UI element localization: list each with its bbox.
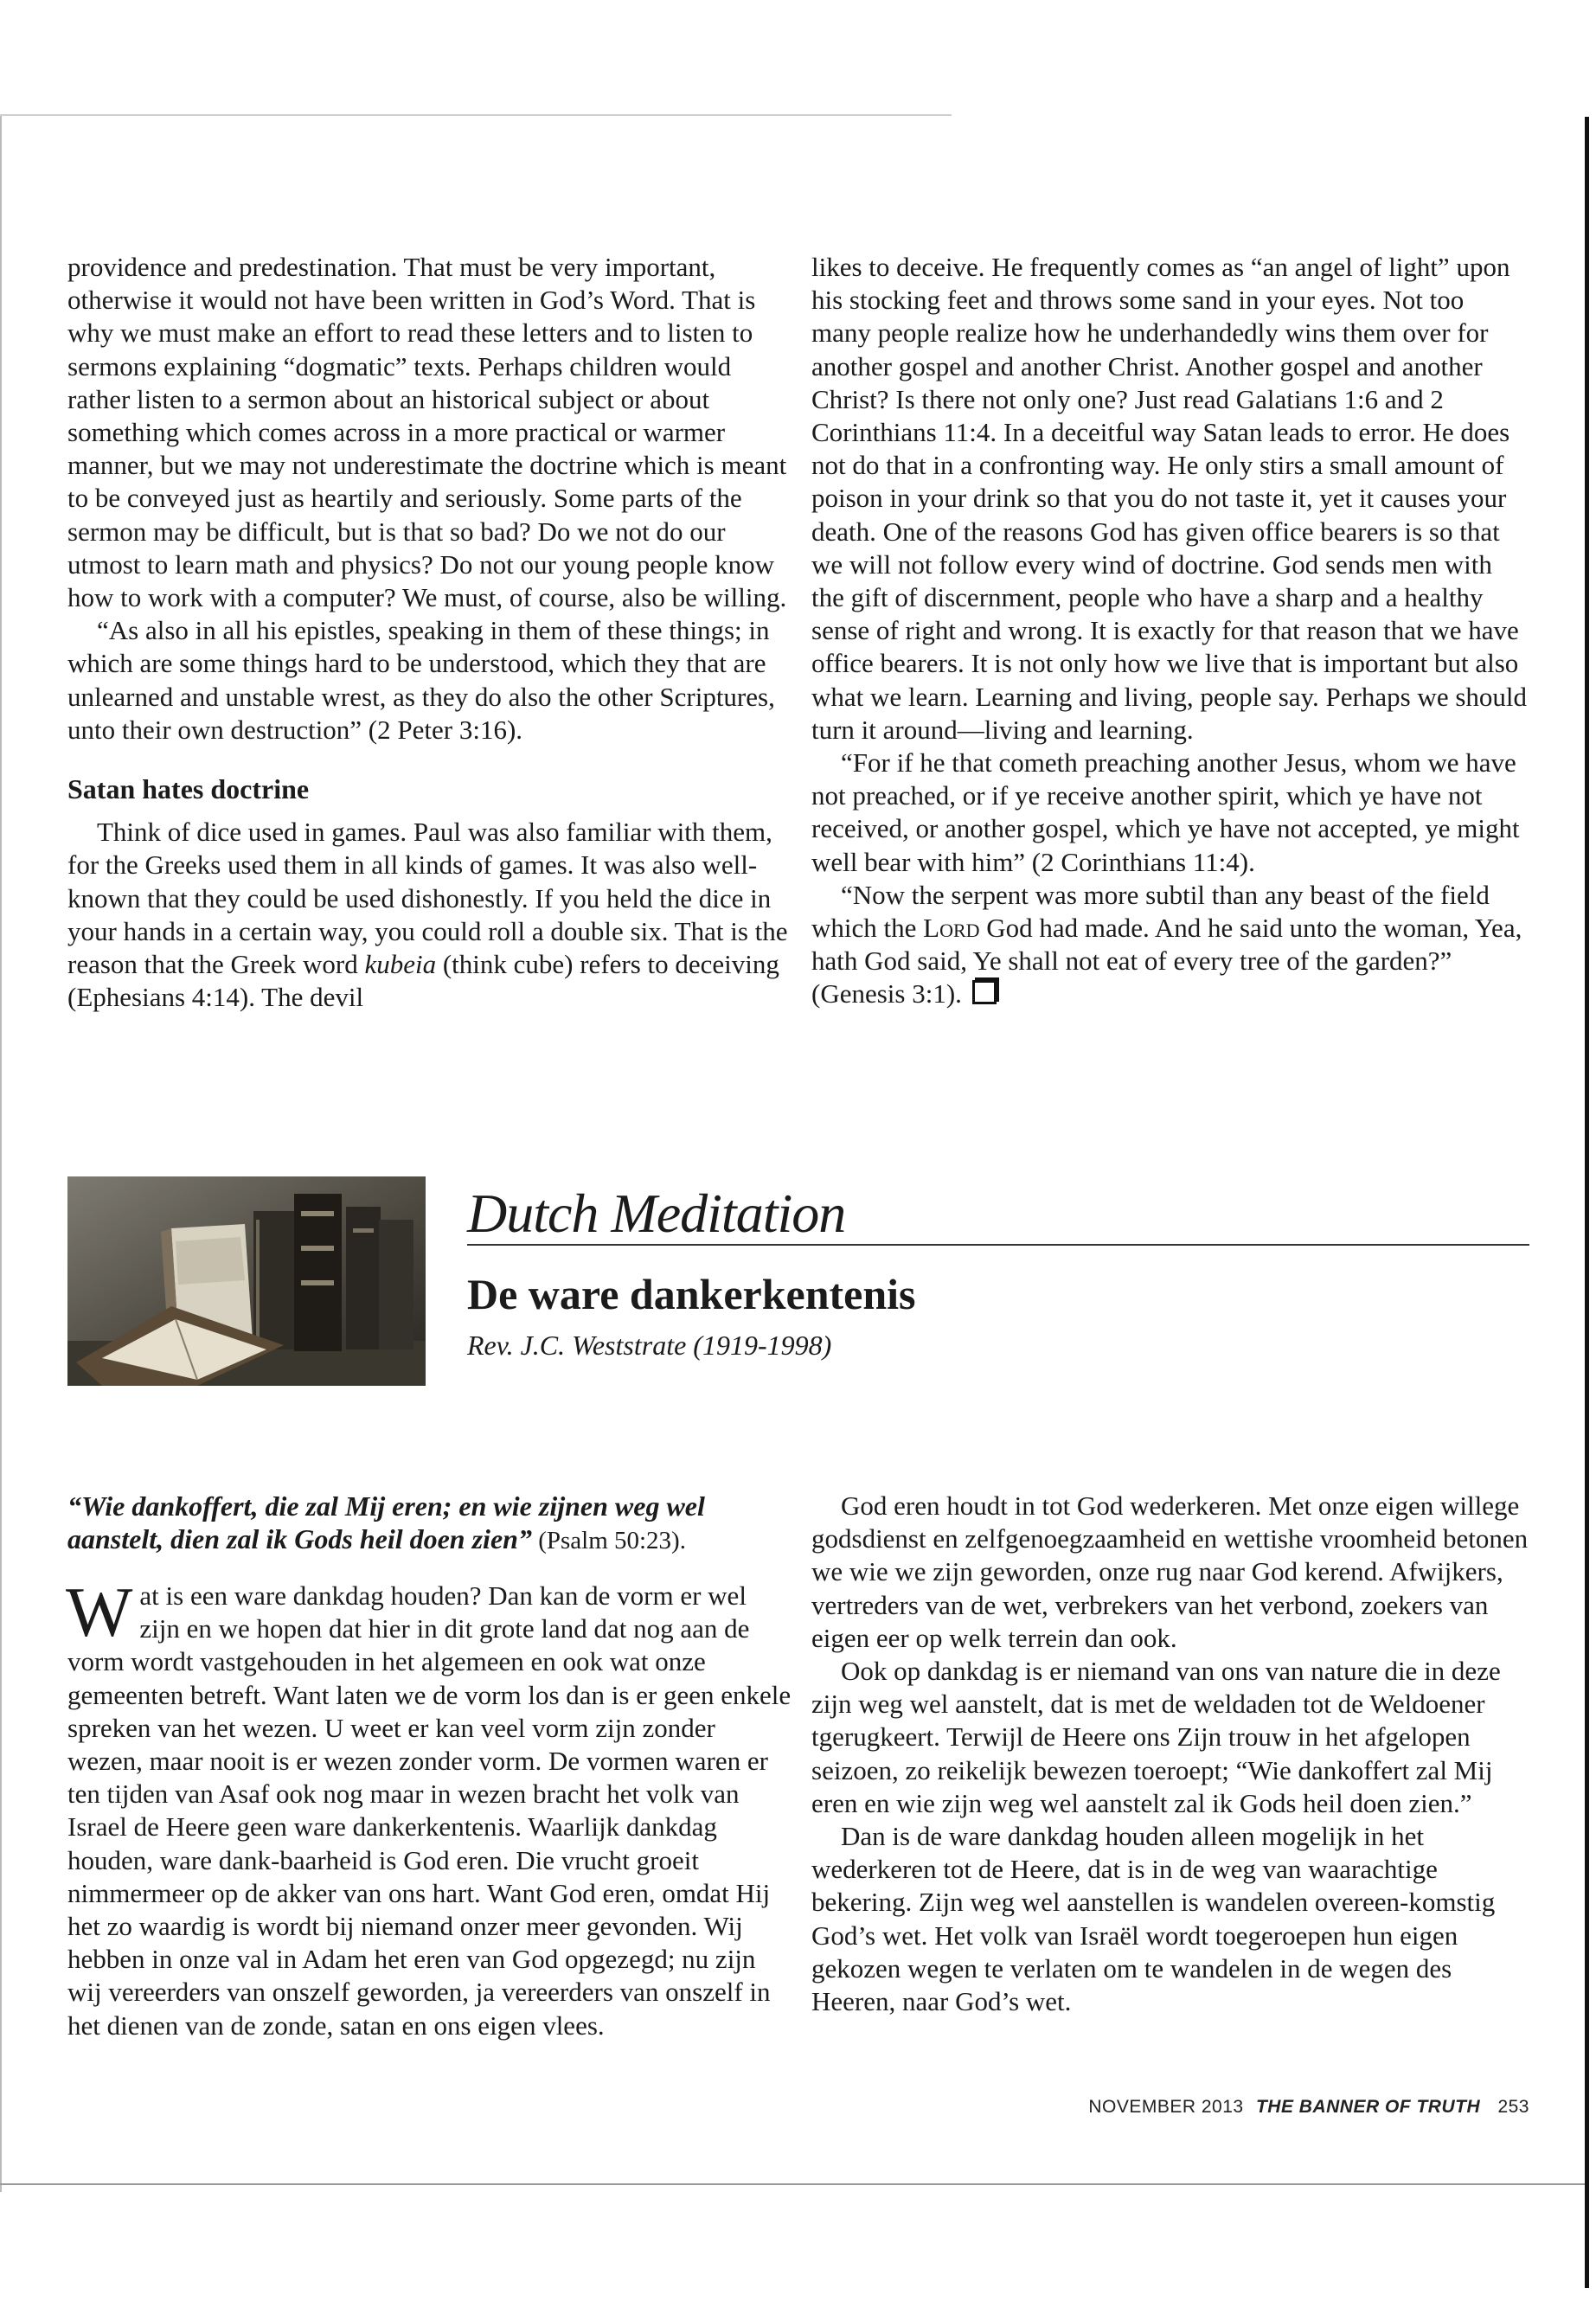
paragraph: “As also in all his epistles, speaking in them of these things; in which are some things hard to be understood, which they that are unlearned and unstable wrest, as they do also the other Scriptures, unto their own destruction” (2 Peter 3:16). xyxy=(67,615,775,745)
article-title: De ware dankerkentenis xyxy=(467,1270,916,1318)
paragraph xyxy=(66,1573,792,2042)
page-footer xyxy=(1088,2097,1529,2118)
subheading: Satan hates doctrine xyxy=(67,773,310,805)
article-column-top-right xyxy=(811,251,1529,1011)
paragraph xyxy=(811,879,1529,1011)
drop-cap: W xyxy=(66,1573,133,1651)
paragraph: Ook op dankdag is er niemand van ons van nature die in deze zijn weg wel aanstelt, dat is met de weldaden tot de Weldoener tgerugkeert. Terwijl de Heere ons Zijn trouw in het afgelopen seizoen, zo reikelijk bewezen toeroept; “Wie dankoffert zal Mij eren en wie zijn weg wel aanstelt zal ik Gods heil doen zien.” xyxy=(811,1656,1501,1818)
article-column-bottom-left xyxy=(67,1490,792,2042)
quote-text: “Wie dankoffert, die zal Mij eren; en wie zijnen weg wel aanstelt, dien zal ik Gods heil doen zien” xyxy=(67,1490,705,1554)
text-run: Think of dice used in games. Paul was also familiar with them, for the Greeks used them in all kinds of games. It was also well-known that they could be used dishonestly. If you held the dice in your hands in a certain way, you could roll a double six. That is the reason that the Greek word xyxy=(67,817,788,980)
greek-word: kubeia xyxy=(364,949,437,980)
footer-date: NOVEMBER 2013 xyxy=(1088,2097,1244,2117)
lord-smallcaps: Lord xyxy=(923,913,980,944)
paragraph: “For if he that cometh preaching another Jesus, whom we have not preached, or if ye receive another spirit, which ye have not received, or another gospel, which ye have not accepted, ye might well bear with him” (2 Corinthians 11:4). xyxy=(811,747,1520,877)
paragraph: God eren houdt in tot God wederkeren. Met onze eigen willege godsdienst en zelfgenoegzaamheid en wettishe vroomheid betonen we wie we zijn geworden, onze rug naar God kerend. Afwijkers, vertreders van de wet, verbrekers van het verbond, zoekers van eigen eer op welk terrein dan ook. xyxy=(811,1490,1529,1653)
text-run: at is een ware dankdag houden? Dan kan de vorm er wel zijn en we hopen dat hier in dit grote land dat nog aan de vorm wordt vastgehouden in het algemeen en ook wat onze gemeenten betreft. Want laten we de vorm los dan is er geen enkele spreken van het wezen. U weet er kan veel vorm zijn zonder wezen, maar nooit is er wezen zonder vorm. De vormen waren er ten tijden van Asaf ook nog maar in wezen bracht het volk van Israel de Heere geen ware dankerkentenis. Waarlijk dankdag houden, ware dank-baarheid is God eren. Die vrucht groeit nimmermeer op de akker van ons hart. Want God eren, omdat Hij het zo waardig is wordt bij niemand onzer meer gevonden. Wij hebben in onze val in Adam het eren van God opgezegd; nu zijn wij vereerders van onszelf geworden, ja vereerders van onszelf in het dienen van de zonde, satan en ons eigen vlees. xyxy=(67,1580,792,2041)
article-column-top-left xyxy=(67,251,792,1014)
paragraph: Dan is de ware dankdag houden alleen mogelijk in het wederkeren tot de Heere, dat is in de weg van waarachtige bekering. Zijn weg wel aanstellen is wandelen overeen-komstig God’s wet. Het volk van Israël wordt toegeroepen hun eigen gekozen wegen te verlaten om te wandelen in de wegen des Heeren, naar God’s wet. xyxy=(811,1821,1496,2017)
section-rule xyxy=(467,1244,1529,1246)
page-top-edge xyxy=(0,114,952,116)
text-run: (think cube) refers to deceiving (Ephesians 4:14). The devil xyxy=(67,949,779,1013)
footer-magazine: THE BANNER OF TRUTH xyxy=(1255,2097,1481,2117)
quote-reference: (Psalm 50:23). xyxy=(531,1527,686,1554)
books-illustration xyxy=(67,1176,426,1386)
page-bottom-edge xyxy=(0,2183,1585,2185)
text-run: “Now the serpent was more subtil than any beast of the field which the xyxy=(811,879,1490,944)
paragraph: likes to deceive. He frequently comes as “an angel of light” upon his stocking feet and throws some sand in your eyes. Not too many people realize how he underhandedly wins them over for another gospel and another Christ. Another gospel and another Christ? Is there not only one? Just read Galatians 1:6 and 2 Corinthians 11:4. In a deceitful way Satan leads to error. He does not do that in a confronting way. He only stirs a small amount of poison in your drink so that you do not taste it, yet it causes your death. One of the reasons God has given office bearers is so that we will not follow every wind of doctrine. God sends men with the gift of discernment, people who have a sharp and a healthy sense of right and wrong. It is exactly for that reason that we have office bearers. It is not only how we live that is important but also what we learn. Learning and living, people say. Perhaps we should turn it around—living and learning. xyxy=(811,252,1528,745)
end-of-article-icon xyxy=(972,980,997,1004)
page-left-edge xyxy=(0,116,2,2192)
books-photo xyxy=(67,1176,426,1386)
article-column-bottom-right xyxy=(811,1490,1529,2018)
paragraph: providence and predestination. That must be very important, otherwise it would not have been written in God’s Word. That is why we must make an effort to read these letters and to listen to sermons explaining “dogmatic” texts. Perhaps children would rather listen to a sermon about an historical subject or about something which comes across in a more practical or warmer manner, but we may not underestimate the doctrine which is meant to be conveyed just as heartily and seriously. Some parts of the sermon may be difficult, but is that so bad? Do we not do our utmost to learn math and physics? Do not our young people know how to work with a computer? We must, of course, also be willing. xyxy=(67,252,787,613)
page-number: 253 xyxy=(1497,2097,1529,2117)
article-author: Rev. J.C. Weststrate (1919-1998) xyxy=(467,1330,832,1361)
text-run: God had made. And he said unto the woman, Yea, hath God said, Ye shall not eat of every tree of the garden?” (Genesis 3:1). xyxy=(811,913,1522,1009)
page-right-edge xyxy=(1585,117,1589,2288)
opening-quote xyxy=(67,1490,792,1557)
paragraph xyxy=(67,816,792,1014)
section-title: Dutch Meditation xyxy=(467,1183,846,1244)
